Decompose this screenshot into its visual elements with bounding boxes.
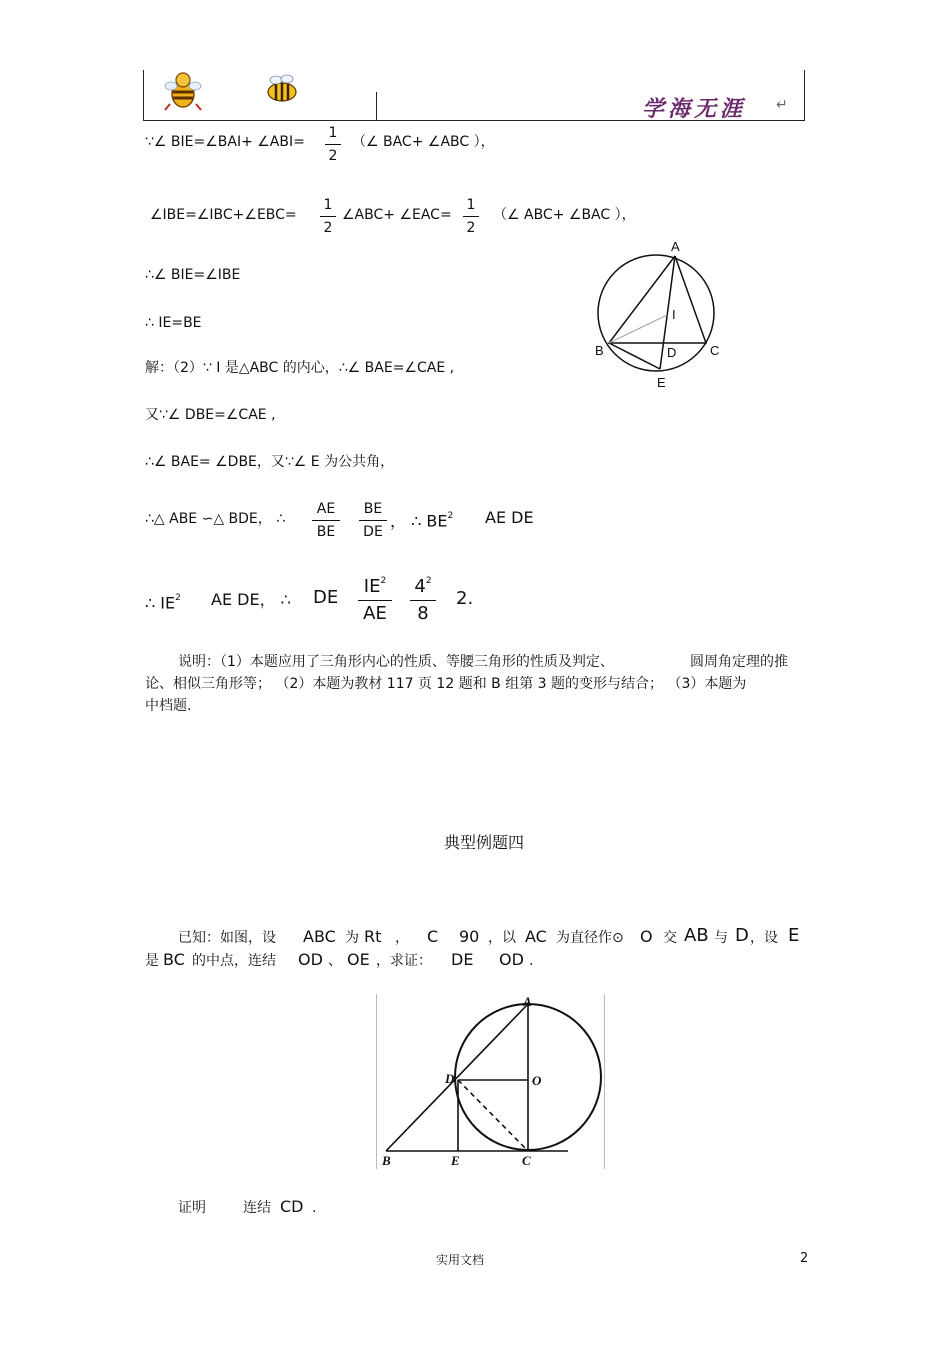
header-right-rule <box>804 70 805 120</box>
fig2-label-o: O <box>532 1073 542 1088</box>
line-9-fraction-1 <box>358 572 392 625</box>
line-9-exponent: 2 <box>175 593 181 603</box>
line-9-fraction-1-num <box>358 572 392 598</box>
line-3: ∴∠ BIE=∠IBE <box>145 267 241 283</box>
proof-text-c: . <box>312 1200 317 1216</box>
return-mark: ↵ <box>776 97 788 113</box>
line-2-fraction-2 <box>463 196 479 237</box>
line-5: 解：（2）∵ I 是△ABC 的内心，∴∠ BAE=∠CAE , <box>145 360 455 376</box>
fig2-label-d: D <box>445 1071 455 1086</box>
bee-mascot-icon <box>162 70 204 112</box>
fraction-bar <box>410 600 436 601</box>
problem-1-f: C <box>427 927 439 946</box>
line-8-fraction-1 <box>312 500 340 541</box>
note-line-1b: 圆周角定理的推 <box>690 654 788 670</box>
line-9-fraction-2-exponent: 2 <box>425 576 432 586</box>
problem-1-a: 已知：如图，设 <box>178 930 276 946</box>
flying-bee-icon <box>262 74 300 104</box>
line-8-middle <box>390 508 453 531</box>
proof-label: 证明 <box>178 1200 206 1216</box>
problem-2-d: OD <box>298 950 323 969</box>
fraction-bar <box>325 144 341 145</box>
line-1-fraction <box>325 124 341 165</box>
line-8-fraction-2 <box>359 500 387 541</box>
footer-center: 实用文档 <box>436 1253 485 1267</box>
line-9-fraction-1-exponent: 2 <box>380 576 387 586</box>
line-4: ∴ IE=BE <box>145 315 202 331</box>
problem-1-d: Rt <box>364 927 382 946</box>
line-8-prefix: ∴△ ABE ∽△ BDE， ∴ <box>145 511 286 527</box>
line-9-suffix: 2. <box>456 588 474 609</box>
line-8-fraction-2-den: DE <box>363 524 383 540</box>
line-8-fraction-2-num: BE <box>363 501 383 517</box>
line-9-fraction-2-num <box>410 572 436 598</box>
line-9-prefix <box>145 590 181 613</box>
line-9-de: DE <box>313 587 339 608</box>
line-1-fraction-den: 2 <box>328 148 338 164</box>
line-9-fraction-2-num-text: 4 <box>414 576 426 597</box>
fig1-triangle <box>609 256 706 343</box>
line-8-fraction-1-num: AE <box>316 501 336 517</box>
figure-2-right-triangle-circle <box>376 994 606 1169</box>
note-line-2: 论、相似三角形等； （2）本题为教材 117 页 12 题和 B 组第 3 题的变形与结合； （3）本题为 <box>145 676 747 692</box>
problem-1-b: ABC <box>303 927 336 946</box>
line-8-exponent: 2 <box>447 511 454 521</box>
problem-1-g: 90 <box>459 927 480 946</box>
problem-1-m: AB <box>684 925 709 946</box>
line-6: 又∵∠ DBE=∠CAE , <box>145 407 276 423</box>
problem-1-o: D <box>735 925 749 946</box>
problem-1-e: ， <box>395 930 409 946</box>
header-mid-rule <box>376 92 377 120</box>
proof-text-b: CD <box>280 1197 304 1216</box>
figure-1-circle-triangle <box>585 238 725 398</box>
line-9-fraction-2-den: 8 <box>417 603 429 624</box>
problem-2-h: DE <box>451 950 474 969</box>
line-9-fraction-1-den: AE <box>363 603 387 624</box>
line-1-fraction-num: 1 <box>328 125 338 141</box>
line-8-middle-text: ， ∴ BE <box>390 511 448 531</box>
line-8-fraction-1-den: BE <box>316 524 336 540</box>
line-8-suffix: AE DE <box>485 508 534 527</box>
fraction-bar <box>320 216 336 217</box>
problem-1-c: 为 <box>345 930 359 946</box>
note-line-3: 中档题. <box>145 698 192 714</box>
problem-1-n: 与 <box>714 930 728 946</box>
fraction-bar <box>359 520 387 521</box>
problem-2-c: 的中点，连结 <box>192 953 276 969</box>
problem-1-p: ，设 <box>750 930 778 946</box>
line-1-prefix: ∵∠ BIE=∠BAI+ ∠ABI= <box>145 134 305 150</box>
note-line-1a: 说明：（1）本题应用了三角形内心的性质、等腰三角形的性质及判定、 <box>178 654 614 670</box>
line-2-middle: ∠ABC+ ∠EAC= <box>342 207 452 223</box>
problem-1-i: AC <box>525 927 547 946</box>
line-9-fraction-2 <box>410 572 436 625</box>
line-9-fraction-1-num-text: IE <box>363 576 381 597</box>
problem-2-i: OD <box>499 950 524 969</box>
section-title: 典型例题四 <box>444 833 525 852</box>
line-2-suffix: （∠ ABC+ ∠BAC ）， <box>493 207 636 223</box>
problem-2-a: 是 <box>145 953 159 969</box>
fig1-label-c: C <box>710 343 720 358</box>
page-number: 2 <box>800 1251 809 1266</box>
fig1-label-d: D <box>667 345 677 360</box>
fig2-label-c: C <box>522 1153 531 1168</box>
fig1-circle <box>598 255 714 371</box>
problem-1-j: 为直径作⊙ <box>556 930 624 946</box>
problem-1-k: O <box>640 927 653 946</box>
problem-1-l: 交 <box>663 930 677 946</box>
fraction-bar <box>463 216 479 217</box>
line-9-prefix-text: ∴ IE <box>145 593 176 613</box>
fig2-hypotenuse-ab <box>386 1004 528 1151</box>
fig1-label-e: E <box>657 375 666 390</box>
line-2-fraction-2-num: 1 <box>466 197 476 213</box>
line-1-suffix: （∠ BAC+ ∠ABC ）， <box>352 134 495 150</box>
problem-2-f: OE <box>347 950 370 969</box>
line-2-fraction-1-num: 1 <box>323 197 333 213</box>
fraction-bar <box>312 520 340 521</box>
problem-2-e: 、 <box>328 953 342 969</box>
fig2-label-e: E <box>451 1153 460 1168</box>
fraction-bar <box>358 600 392 601</box>
line-7: ∴∠ BAE= ∠DBE，又∵∠ E 为公共角， <box>145 454 395 470</box>
fig1-label-a: A <box>671 239 680 254</box>
line-2-fraction-1 <box>320 196 336 237</box>
header-motto: 学海无涯 <box>642 96 747 122</box>
fig1-segment-bi <box>609 315 667 343</box>
fig2-label-b: B <box>382 1153 391 1168</box>
fig1-label-b: B <box>595 343 604 358</box>
proof-text-a: 连结 <box>243 1200 271 1216</box>
problem-2-b: BC <box>163 950 185 969</box>
line-9-middle: AE DE， ∴ <box>211 590 291 609</box>
line-2-prefix: ∠IBE=∠IBC+∠EBC= <box>150 207 297 223</box>
problem-2-g: ，求证： <box>376 953 432 969</box>
fig2-label-a: A <box>523 994 532 1009</box>
fig1-label-i: I <box>672 307 676 322</box>
line-2-fraction-2-den: 2 <box>466 220 476 236</box>
header-left-rule <box>143 70 144 120</box>
problem-1-h: ，以 <box>488 930 516 946</box>
line-2-fraction-1-den: 2 <box>323 220 333 236</box>
problem-2-j: . <box>529 953 534 969</box>
problem-1-q: E <box>788 925 800 946</box>
